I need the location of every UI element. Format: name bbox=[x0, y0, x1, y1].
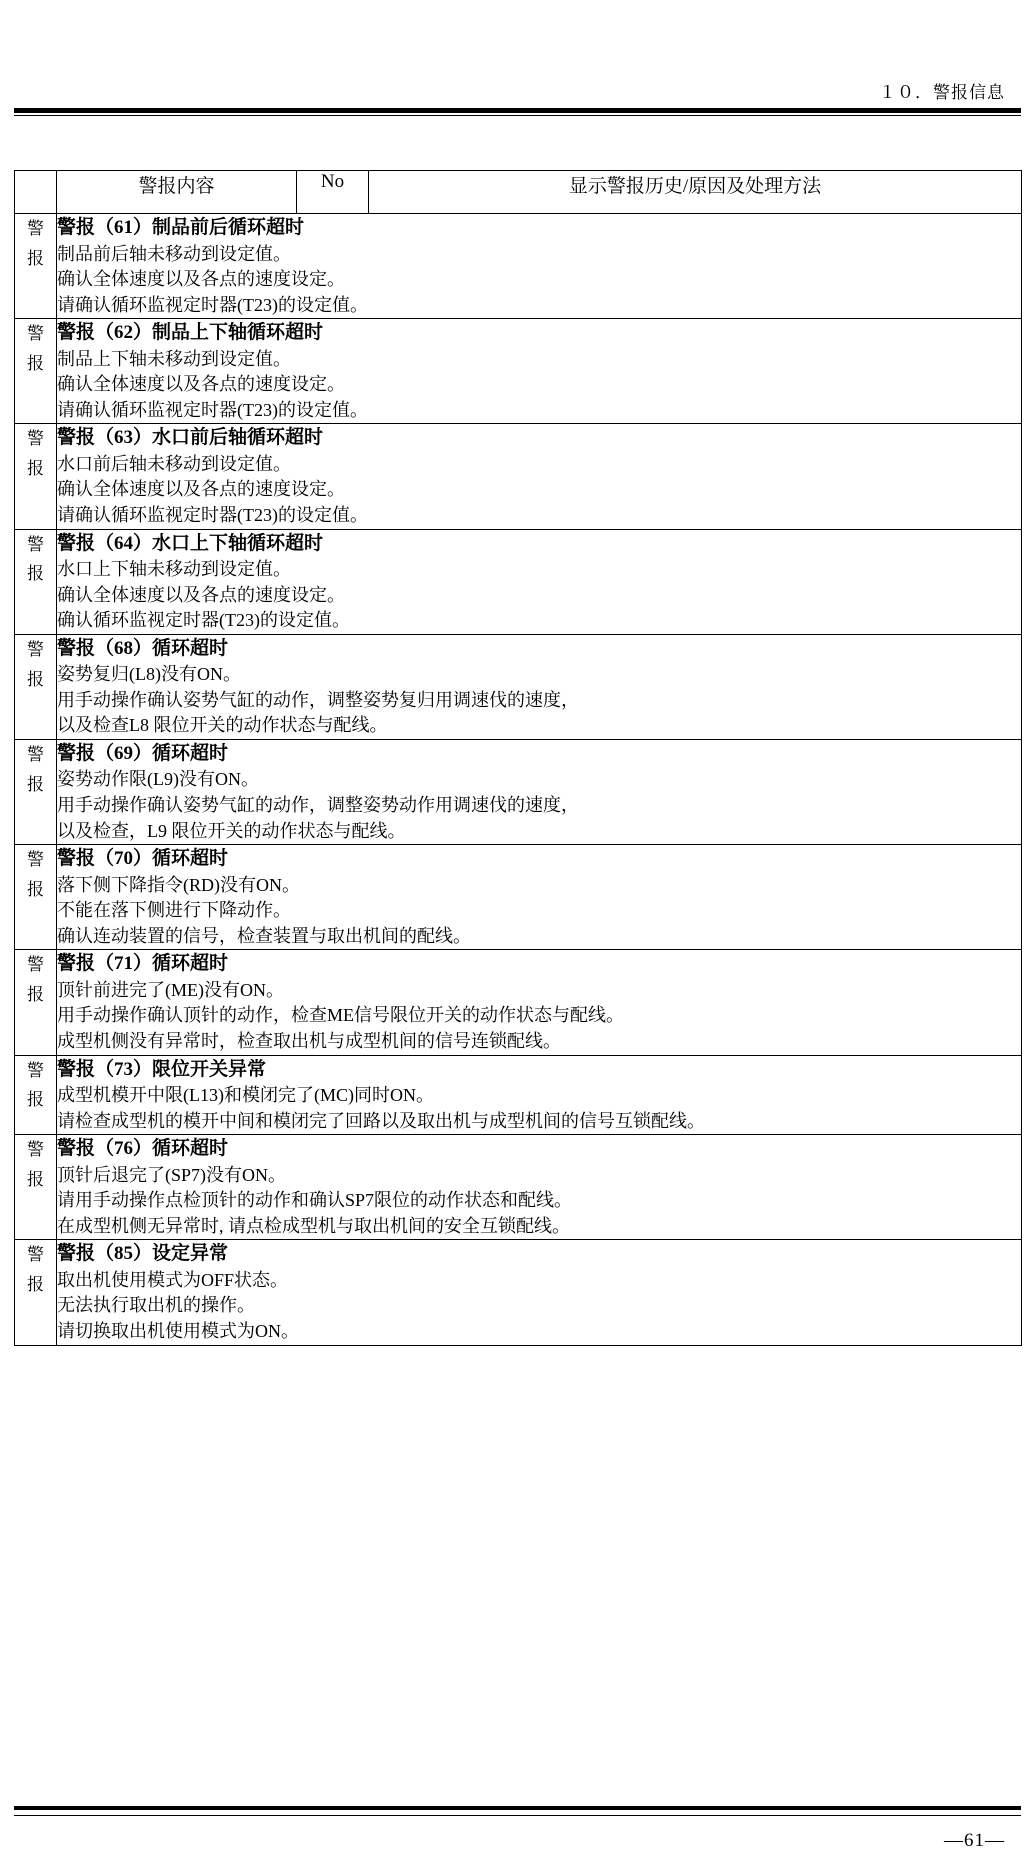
alarm-detail-line: 请检查成型机的模开中间和模闭完了回路以及取出机与成型机间的信号互锁配线。 bbox=[57, 1110, 705, 1131]
alarm-kind-char-top: 警 bbox=[27, 1245, 44, 1265]
alarm-title: 警报（70）循环超时 bbox=[57, 848, 229, 870]
table-row bbox=[15, 1055, 1022, 1135]
table-row bbox=[15, 1240, 1022, 1345]
alarm-kind-cell bbox=[15, 1135, 57, 1240]
alarm-kind-cell bbox=[15, 319, 57, 424]
alarm-detail-line: 请确认循环监视定时器(T23)的设定值。 bbox=[57, 399, 368, 420]
alarm-detail-cell bbox=[57, 634, 1022, 739]
alarm-kind-char-top: 警 bbox=[27, 955, 44, 975]
alarm-detail-line: 落下侧下降指令(RD)没有ON。 bbox=[57, 874, 300, 895]
alarm-detail-line: 用手动操作确认顶针的动作，检查ME信号限位开关的动作状态与配线。 bbox=[57, 1005, 624, 1026]
alarm-detail-line: 用手动操作确认姿势气缸的动作，调整姿势动作用调速伐的速度， bbox=[57, 795, 579, 816]
alarm-detail-line: 请确认循环监视定时器(T23)的设定值。 bbox=[57, 505, 368, 526]
alarm-detail-cell bbox=[57, 214, 1022, 319]
alarm-title: 警报（85）设定异常 bbox=[57, 1243, 229, 1265]
alarm-detail-line: 成型机侧没有异常时，检查取出机与成型机间的信号连锁配线。 bbox=[57, 1030, 561, 1051]
alarm-detail-cell bbox=[57, 739, 1022, 844]
alarm-kind-cell bbox=[15, 529, 57, 634]
alarm-detail-line: 制品上下轴未移动到设定值。 bbox=[57, 348, 291, 369]
column-header-kind bbox=[15, 171, 57, 214]
alarm-kind-char-top: 警 bbox=[27, 1140, 44, 1160]
alarm-detail-line: 请确认循环监视定时器(T23)的设定值。 bbox=[57, 294, 368, 315]
alarm-detail-cell bbox=[57, 950, 1022, 1055]
page-number: —61— bbox=[944, 1830, 1005, 1851]
alarm-detail-line: 取出机使用模式为OFF状态。 bbox=[57, 1269, 289, 1290]
alarm-detail-cell bbox=[57, 1055, 1022, 1135]
table-header-row bbox=[15, 171, 1022, 214]
table-row bbox=[15, 529, 1022, 634]
alarm-kind-char-top: 警 bbox=[27, 744, 44, 764]
alarm-kind-char-bottom: 报 bbox=[27, 1090, 44, 1110]
alarm-title: 警报（73）限位开关异常 bbox=[57, 1058, 267, 1080]
alarm-table-head bbox=[15, 171, 1022, 214]
alarm-detail-line: 请切换取出机使用模式为ON。 bbox=[57, 1320, 299, 1341]
alarm-detail-cell bbox=[57, 845, 1022, 950]
alarm-detail-line: 确认循环监视定时器(T23)的设定值。 bbox=[57, 610, 350, 631]
footer-rule-thick bbox=[14, 1806, 1021, 1810]
header-rule-thin bbox=[14, 115, 1021, 116]
alarm-detail-line: 姿势复归(L8)没有ON。 bbox=[57, 664, 241, 685]
alarm-kind-char-bottom: 报 bbox=[27, 879, 44, 899]
column-header-content: 警报内容 bbox=[57, 171, 297, 214]
alarm-kind-char-bottom: 报 bbox=[27, 985, 44, 1005]
alarm-detail-line: 确认连动装置的信号，检查装置与取出机间的配线。 bbox=[57, 925, 471, 946]
alarm-kind-cell bbox=[15, 634, 57, 739]
table-row bbox=[15, 634, 1022, 739]
alarm-kind-cell bbox=[15, 424, 57, 529]
alarm-kind-cell bbox=[15, 845, 57, 950]
alarm-kind-char-top: 警 bbox=[27, 219, 44, 238]
alarm-detail-line: 以及检查L8 限位开关的动作状态与配线。 bbox=[57, 715, 388, 736]
table-row bbox=[15, 739, 1022, 844]
alarm-detail-line: 水口前后轴未移动到设定值。 bbox=[57, 453, 291, 474]
alarm-detail-line: 无法执行取出机的操作。 bbox=[57, 1295, 255, 1316]
alarm-title: 警报（68）循环超时 bbox=[57, 637, 229, 659]
table-row bbox=[15, 319, 1022, 424]
alarm-title: 警报（64）水口上下轴循环超时 bbox=[57, 532, 324, 554]
alarm-kind-char-bottom: 报 bbox=[27, 459, 44, 479]
alarm-detail-line: 确认全体速度以及各点的速度设定。 bbox=[57, 584, 345, 605]
table-row bbox=[15, 214, 1022, 319]
alarm-table bbox=[14, 170, 1022, 1346]
alarm-kind-char-top: 警 bbox=[27, 850, 44, 870]
alarm-detail-cell bbox=[57, 529, 1022, 634]
alarm-kind-char-top: 警 bbox=[27, 639, 44, 659]
alarm-kind-char-top: 警 bbox=[27, 534, 44, 554]
alarm-detail-line: 请用手动操作点检顶针的动作和确认SP7限位的动作状态和配线。 bbox=[57, 1190, 573, 1211]
table-row bbox=[15, 1135, 1022, 1240]
alarm-detail-line: 在成型机侧无异常时, 请点检成型机与取出机间的安全互锁配线。 bbox=[57, 1215, 570, 1236]
alarm-kind-char-bottom: 报 bbox=[27, 1275, 44, 1295]
alarm-kind-cell bbox=[15, 214, 57, 319]
alarm-detail-line: 用手动操作确认姿势气缸的动作，调整姿势复归用调速伐的速度， bbox=[57, 689, 579, 710]
alarm-detail-line: 顶针前进完了(ME)没有ON。 bbox=[57, 979, 284, 1000]
alarm-detail-line: 确认全体速度以及各点的速度设定。 bbox=[57, 269, 345, 290]
alarm-kind-char-top: 警 bbox=[27, 1060, 44, 1080]
alarm-detail-line: 制品前后轴未移动到设定值。 bbox=[57, 243, 291, 264]
alarm-kind-char-bottom: 报 bbox=[27, 669, 44, 689]
alarm-kind-char-bottom: 报 bbox=[27, 248, 44, 268]
alarm-detail-line: 成型机模开中限(L13)和模闭完了(MC)同时ON。 bbox=[57, 1085, 434, 1106]
alarm-title: 警报（63）水口前后轴循环超时 bbox=[57, 427, 324, 449]
alarm-detail-line: 姿势动作限(L9)没有ON。 bbox=[57, 769, 259, 790]
table-row bbox=[15, 845, 1022, 950]
alarm-detail-cell bbox=[57, 1240, 1022, 1345]
alarm-kind-cell bbox=[15, 950, 57, 1055]
alarm-kind-char-bottom: 报 bbox=[27, 564, 44, 584]
alarm-table-body bbox=[15, 214, 1022, 1346]
alarm-kind-char-top: 警 bbox=[27, 429, 44, 449]
column-header-no: No bbox=[297, 171, 369, 214]
alarm-kind-char-top: 警 bbox=[27, 324, 44, 344]
table-row bbox=[15, 950, 1022, 1055]
alarm-detail-line: 确认全体速度以及各点的速度设定。 bbox=[57, 479, 345, 500]
footer-rule-thin bbox=[14, 1815, 1021, 1816]
alarm-detail-line: 水口上下轴未移动到设定值。 bbox=[57, 559, 291, 580]
alarm-title: 警报（62）制品上下轴循环超时 bbox=[57, 322, 324, 344]
alarm-detail-cell bbox=[57, 424, 1022, 529]
alarm-kind-cell bbox=[15, 739, 57, 844]
alarm-kind-char-bottom: 报 bbox=[27, 1169, 44, 1189]
alarm-kind-char-bottom: 报 bbox=[27, 774, 44, 794]
alarm-title: 警报（76）循环超时 bbox=[57, 1138, 229, 1160]
alarm-title: 警报（71）循环超时 bbox=[57, 953, 229, 975]
alarm-title: 警报（61）制品前后循环超时 bbox=[57, 217, 305, 238]
alarm-kind-char-bottom: 报 bbox=[27, 353, 44, 373]
alarm-detail-line: 确认全体速度以及各点的速度设定。 bbox=[57, 374, 345, 395]
table-row bbox=[15, 424, 1022, 529]
alarm-detail-line: 不能在落下侧进行下降动作。 bbox=[57, 900, 291, 921]
alarm-detail-line: 以及检查，L9 限位开关的动作状态与配线。 bbox=[57, 820, 406, 841]
alarm-detail-cell bbox=[57, 1135, 1022, 1240]
header-rule-thick bbox=[14, 108, 1021, 113]
column-header-detail: 显示警报历史/原因及处理方法 bbox=[369, 171, 1022, 214]
alarm-kind-cell bbox=[15, 1240, 57, 1345]
alarm-kind-cell bbox=[15, 1055, 57, 1135]
alarm-table-container bbox=[14, 170, 1021, 1346]
alarm-detail-line: 顶针后退完了(SP7)没有ON。 bbox=[57, 1164, 287, 1185]
alarm-title: 警报（69）循环超时 bbox=[57, 742, 229, 764]
page-header: １０．警报信息 bbox=[879, 83, 1005, 102]
alarm-detail-cell bbox=[57, 319, 1022, 424]
